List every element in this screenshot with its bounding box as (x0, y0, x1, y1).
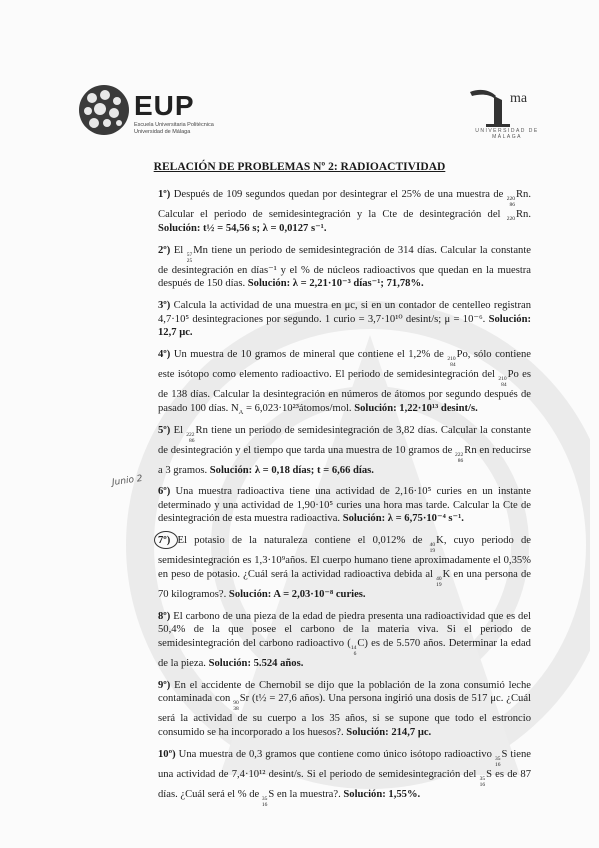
solution-text: Solución: A = 2,03·10⁻⁸ curies. (228, 588, 366, 600)
problem-text: en una persona de 70 kilogramos?. (158, 568, 531, 600)
problem-text: Una muestra radioactiva tiene una actividad de 2,16·10⁵ curies en un instante determinado y una actividad de 1,90·10⁵ curies una hora mas tarde. Calcular la Cte de desintegración de esta muestra radioactiva. (158, 486, 531, 525)
solution-text: Solución: λ = 2,21·10⁻³ días⁻¹; 71,78%. (247, 278, 424, 290)
problem-8 (158, 610, 531, 671)
problem-5 (158, 424, 531, 478)
problem-3 (158, 299, 531, 340)
problem-text: El (173, 424, 187, 436)
solution-text: Solución: 214,7 μc. (346, 726, 432, 738)
problem-number: 9º) (158, 679, 175, 691)
isotope-notation: 35 16 S (261, 788, 275, 808)
page-title: RELACIÓN DE PROBLEMAS Nº 2: RADIOACTIVIDAD (153, 161, 446, 173)
solution-text: Solución: λ = 0,18 días; t = 6,66 días. (209, 464, 374, 476)
eup-logo-text: EUP (134, 90, 195, 121)
problem-text: en reducirse a 3 gramos. (158, 444, 531, 476)
isotope-notation: 90 38 Sr (233, 693, 250, 713)
problem-4 (158, 348, 531, 415)
eup-emblem-icon (78, 84, 130, 136)
problem-text: En el accidente de Chernobil se dijo que la población de la zona consumió leche contaminada con (158, 679, 531, 705)
problem-number: 1º) (158, 189, 174, 200)
problem-9 (158, 679, 531, 740)
problem-2 (158, 244, 531, 291)
solution-text: Solución: 1,22·10¹³ desint/s. (354, 402, 478, 414)
isotope-notation: 222 86 Rn (455, 444, 477, 464)
isotope-notation: 40 19 K (429, 535, 444, 555)
handwritten-annotation: Junio 2 (111, 473, 144, 489)
isotope-notation: 220 Rn (506, 209, 529, 222)
isotope-notation: 14 6 C (350, 637, 365, 657)
problem-text: El carbono de una pieza de la edad de piedra presenta una radioactividad que es del 50,4% de la que posee el carbono de la materia viva. Si el periodo de semidesintegración del carbono radioactivo ( (158, 610, 531, 649)
eup-subtitle-2: Universidad de Málaga (134, 129, 191, 135)
handwritten-circle (154, 531, 178, 549)
problem-text: Calcula la actividad de una muestra en μc, si en un contador de centelleo registran 4,7·10⁵ desintegraciones por segundo. 1 curio = 3,7·10¹⁰ desint/s; μ = 10⁻⁶. (158, 300, 531, 325)
uma-logo-text: ma (510, 91, 528, 106)
eup-subtitle-1: Escuela Universitaria Politécnica (134, 122, 214, 128)
problem-text: ) es de 5.570 años. Determinar la edad de la pieza. (158, 637, 531, 669)
problem-text: tiene un periodo de semidesintegración de 3,82 días. Calcular la constante de desintegración y el tiempo que tarda una muestra de 10 gramos de (158, 424, 531, 456)
solution-text: Solución: 5.524 años. (208, 657, 304, 669)
problem-text: Una muestra de 0,3 gramos que contiene como único isótopo radioactivo (178, 748, 495, 760)
solution-text: Solución: t½ = 54,56 s; λ = 0,0127 s⁻¹. (158, 223, 327, 234)
isotope-notation: 35 16 S (479, 768, 492, 788)
problem-text: El potasio de la naturaleza contiene el 0,012% de (177, 535, 430, 547)
solution-text: Solución: λ = 6,75·10⁻⁴ s⁻¹. (342, 513, 464, 525)
problem-10 (158, 748, 531, 808)
problem-text: Después de 109 segundos quedan por desintegrar el 25% de una muestra de (173, 189, 507, 200)
problem-number: 5º) (158, 424, 174, 436)
problem-text: , cuyo periodo de semidesintegración es 1,3·10⁹años. El cuerpo humano tiene aproximadamente el 0,35% en peso de potasio. ¿Cuál será la actividad radioactiva debida al (158, 535, 531, 580)
problem-list (158, 188, 531, 816)
problem-number: 8º) (158, 610, 174, 622)
problem-number: 2º) (158, 244, 174, 256)
isotope-notation: 210 84 Po (447, 349, 468, 369)
solution-text: Solución: 12,7 μc. (158, 313, 531, 339)
problem-text: = 6,023·10²³átomos/mol. (243, 402, 355, 414)
problem-text: tiene una actividad de 7,4·10¹² desint/s. Si el periodo de semidesintegración del (158, 748, 531, 780)
problem-text: (t½ = 27,6 años). Una persona ingirió una dosis de 517 μc. ¿Cuál será la actividad de su cuerpo a los 35 años, si se supone que todo el estroncio consumido se ha incorporado a los huesos?. (158, 693, 531, 738)
problem-text: tiene un periodo de semidesintegración de 314 días. Calcular la constante de desintegración en días⁻¹ y el % de núcleos radioactivos que quedan en la muestra después de 150 días. (158, 244, 531, 290)
subscript: A (238, 408, 244, 416)
problem-6 (158, 485, 531, 526)
problem-text: en la muestra?. (274, 788, 344, 800)
problem-text: . (528, 209, 531, 220)
problem-number: 6º) (158, 486, 176, 498)
problem-text: Un muestra de 10 gramos de mineral que contiene el 1,2% de (173, 349, 448, 361)
isotope-notation: 57 25 Mn (186, 244, 208, 264)
problem-number: 10º) (158, 748, 179, 760)
problem-text: es de 87 días. ¿Cuál será el % de (158, 768, 531, 800)
problem-text: El (173, 244, 187, 256)
solution-text: Solución: 1,55%. (343, 788, 421, 800)
isotope-notation: 222 86 Rn (186, 424, 208, 444)
problem-number: 4º) (158, 349, 174, 361)
eup-logo (78, 84, 214, 141)
uma-subtitle: UNIVERSIDAD DE MÁLAGA (475, 128, 539, 140)
problem-number: 7º) (158, 535, 178, 547)
problem-text: . Calcular el periodo de semidesintegración y la Cte de desintegración del (158, 189, 531, 220)
isotope-notation: 210 84 Po (498, 369, 519, 389)
isotope-notation: 35 16 S (494, 748, 508, 768)
problem-text: es de 138 días. Calcular la desintegración en números de átomos por segundo después de pasado 100 días. N (158, 369, 531, 414)
problem-number: 3º) (158, 300, 174, 312)
problem-text: , sólo contiene este isótopo como elemento radioactivo. El periodo de semidesintegración del (158, 349, 531, 381)
isotope-notation: 40 19 K (436, 568, 451, 588)
problem-7 (158, 534, 531, 601)
problem-1 (158, 188, 531, 236)
isotope-notation: 220 86 Rn (506, 189, 529, 208)
